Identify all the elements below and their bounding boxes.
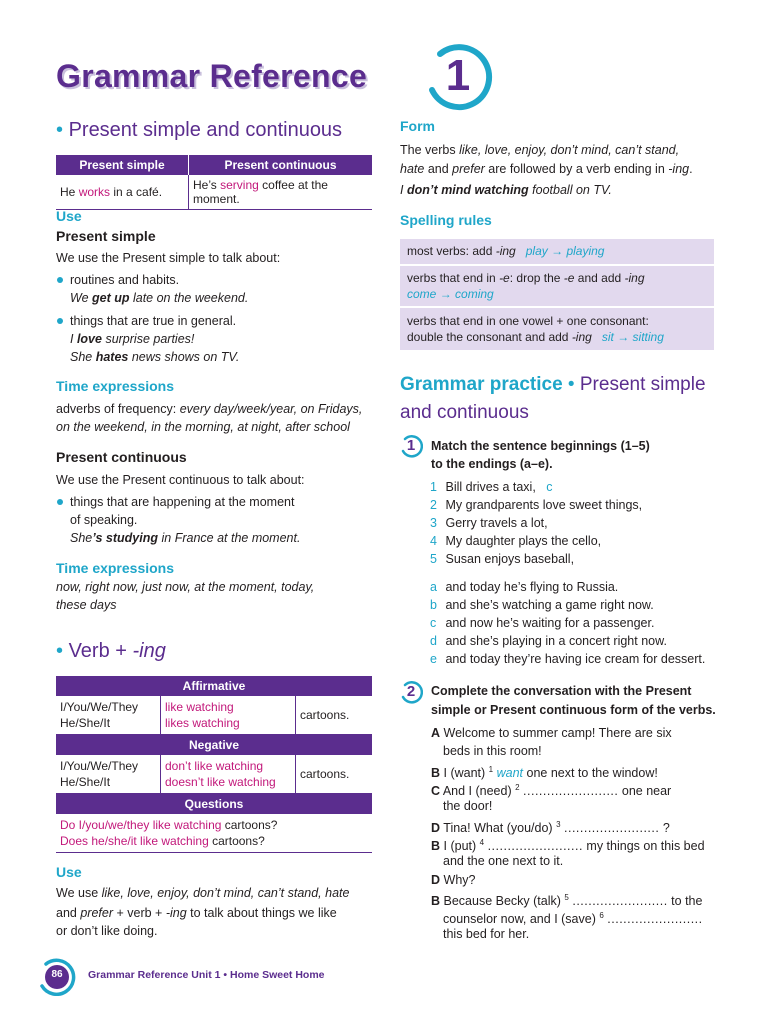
answer-blank[interactable]: ........................ (523, 784, 619, 799)
ps-example-1: We get up late on the weekend. (70, 291, 249, 305)
table-header: Questions (56, 794, 372, 815)
table-cell: Do I/you/we/they like watching cartoons? Does he/she/it like watching cartoons? (60, 818, 278, 848)
form-line1: The verbs like, love, enjoy, don’t mind, can’t stand, (400, 143, 680, 157)
list-item: 2 My grandparents love sweet things, (430, 498, 643, 512)
table-cell: He’s serving coffee at the moment. (193, 178, 328, 206)
ps-bullet-2: things that are true in general. (70, 314, 237, 328)
use2-line1: We use like, love, enjoy, don’t mind, can’t stand, hate (56, 886, 350, 900)
ps-intro: We use the Present simple to talk about: (56, 251, 281, 265)
grammar-practice-heading: Grammar practice • Present simple and continuous (400, 374, 706, 423)
list-item: c and now he’s waiting for a passenger. (430, 616, 655, 630)
dialogue-line: B I (want) $^1$ want one next to the window! (431, 765, 658, 781)
pc-bullet-1: things that are happening at the moment (70, 495, 295, 509)
list-item: 4 My daughter plays the cello, (430, 534, 602, 548)
table-cell: I/You/We/They He/She/It (56, 755, 161, 794)
bullet-icon (57, 499, 63, 505)
dialogue-line: the door! (443, 799, 493, 813)
use-heading: Use (56, 208, 82, 224)
unit-badge (420, 38, 496, 114)
dialogue-line: B Because Becky (talk) $^5$ ........................ to the (431, 893, 703, 909)
form-example: I don’t mind watching football on TV. (400, 183, 612, 197)
table-cell: cartoons. (300, 708, 350, 722)
time-expressions-heading: Time expressions (56, 378, 175, 394)
pc-example-1: She’s studying in France at the moment. (70, 531, 301, 545)
answer-blank[interactable]: ........................ (564, 821, 660, 836)
exercise-1-instructions: Match the sentence beginnings (1–5) to the endings (a–e). (431, 439, 650, 471)
table-header: Present continuous (189, 155, 373, 175)
list-item: 5 Susan enjoys baseball, (430, 552, 575, 566)
answer-blank[interactable]: ........................ (607, 912, 703, 927)
list-item: a and today he’s flying to Russia. (430, 580, 619, 594)
bullet-icon (57, 277, 63, 283)
bullet-icon (57, 318, 63, 324)
spelling-rule-1: most verbs: add -ing play → playing (400, 239, 714, 264)
table-cell: I/You/We/They He/She/It (56, 696, 161, 735)
dialogue-line: and the one next to it. (443, 854, 564, 868)
table-cell: like watching likes watching (161, 696, 296, 735)
dialogue-line: D Why? (431, 873, 476, 887)
page-number: 86 (51, 969, 63, 980)
unit-number: 1 (445, 51, 471, 100)
present-tenses-table (56, 155, 372, 210)
time-expressions-heading-2: Time expressions (56, 560, 175, 576)
answer-blank[interactable]: ........................ (487, 839, 583, 854)
page-number-badge (36, 956, 76, 996)
dialogue-line: beds in this room! (443, 744, 542, 758)
exercise-1-number: 1 (399, 434, 423, 458)
present-simple-heading: Present simple (56, 228, 156, 244)
dialogue-line: counselor now, and I (save) $^6$ ........................ (443, 911, 703, 927)
present-continuous-heading: Present continuous (56, 449, 187, 465)
list-item: d and she’s playing in a concert right now. (430, 634, 667, 648)
ps-bullet-1: routines and habits. (70, 273, 180, 287)
table-header: Negative (56, 735, 372, 756)
list-item: b and she’s watching a game right now. (430, 598, 654, 612)
pc-bullet-1-cont: of speaking. (70, 513, 138, 527)
use-heading-2: Use (56, 864, 82, 880)
use2-line2: and prefer + verb + -ing to talk about things we like (56, 906, 337, 920)
form-line2: hate and prefer are followed by a verb ending in -ing. (400, 162, 693, 176)
dialogue-line: A Welcome to summer camp! There are six (431, 726, 672, 740)
dialogue-line: C And I (need) $^2$ ........................ one near (431, 783, 672, 799)
table-cell: don’t like watching doesn’t like watching (161, 755, 296, 794)
section-heading-verb-ing: • Verb + -ing (56, 640, 166, 662)
table-header: Affirmative (56, 676, 372, 696)
table-cell: He works in a café. (56, 175, 189, 210)
time-expressions-2-line2: these days (56, 598, 117, 612)
answer-blank[interactable]: ........................ (572, 894, 668, 909)
use2-line3: or don’t like doing. (56, 924, 158, 938)
table-header: Present simple (56, 155, 189, 175)
time-expressions-1-line2: on the weekend, in the morning, at night, after school (56, 420, 350, 434)
pc-intro: We use the Present continuous to talk about: (56, 473, 305, 487)
ps-example-3: She hates news shows on TV. (70, 350, 240, 364)
spelling-rule-2: verbs that end in -e: drop the -e and add -ing come → coming (400, 266, 714, 306)
footer-text: Grammar Reference Unit 1 • Home Sweet Home (88, 969, 325, 981)
ps-example-2: I love surprise parties! (70, 332, 195, 346)
spelling-rule-3: verbs that end in one vowel + one consonant: double the consonant and add -ing sit → sitting (400, 308, 714, 350)
page-title: Grammar Reference (56, 58, 368, 94)
list-item: 1 Bill drives a taxi, c (430, 480, 553, 494)
dialogue-line: B I (put) $^4$ ........................ my things on this bed (431, 838, 705, 854)
list-item: e and today they’re having ice cream for dessert. (430, 652, 706, 666)
dialogue-line: D Tina! What (you/do) $^3$ ........................ ? (431, 820, 670, 836)
time-expressions-2-line1: now, right now, just now, at the moment, today, (56, 580, 315, 594)
exercise-2-instructions: Complete the conversation with the Present simple or Present continuous form of the verbs. (431, 684, 716, 717)
table-cell: cartoons. (300, 767, 350, 781)
exercise-2-number: 2 (399, 680, 423, 704)
section-heading-present: • Present simple and continuous (56, 119, 343, 141)
spelling-rules-heading: Spelling rules (400, 212, 492, 228)
form-heading: Form (400, 118, 435, 134)
verb-ing-table (56, 676, 372, 853)
list-item: 3 Gerry travels a lot, (430, 516, 548, 530)
dialogue-line: this bed for her. (443, 927, 530, 941)
time-expressions-1-line1: adverbs of frequency: every day/week/year, on Fridays, (56, 402, 363, 416)
